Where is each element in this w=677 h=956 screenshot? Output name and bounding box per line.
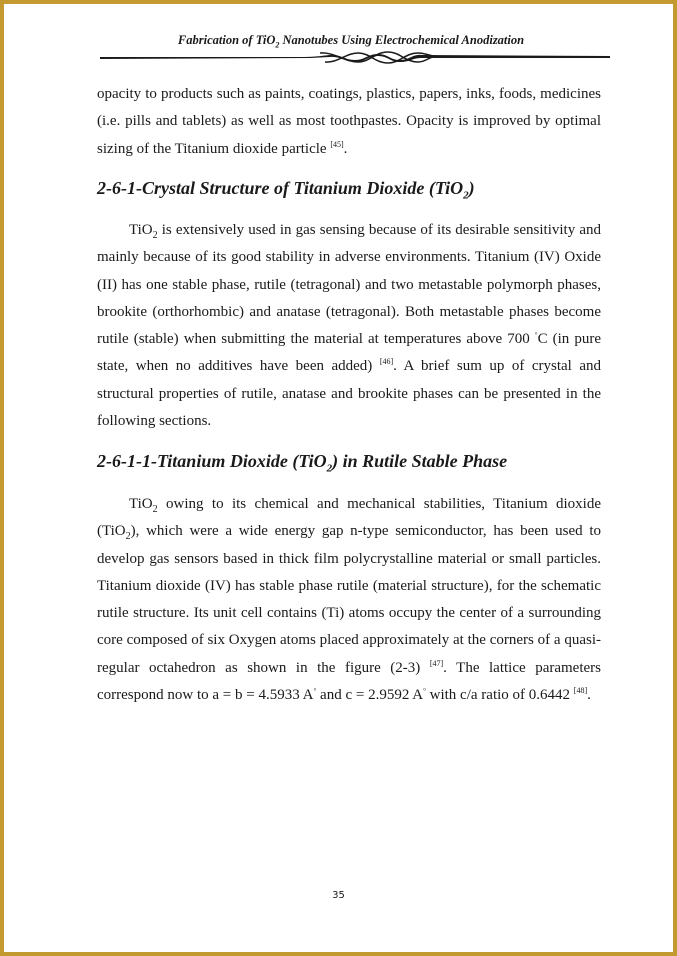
para3-text-3: ), which were a wide energy gap n-type semiconductor, has been used to develop gas sensors based in thick film polycrystalline material or small particles. Titanium dioxide (IV) has stable phase rutile (material structure), for the schematic rutile structure. Its unit cell contains (Ti) atoms occupy the center of a surrounding core composed of six Oxygen atoms placed approximately at the corners of a quasi-regular octahedron as shown in the figure (2-3) — [97, 523, 601, 676]
heading-rutile-text: 2-6-1-1-Titanium Dioxide (TiO — [97, 451, 327, 471]
heading-crystal-end: ) — [468, 178, 475, 198]
running-header — [96, 33, 606, 50]
para3-subscript-2: 2 — [125, 531, 131, 543]
para3-text-4: . The lattice parameters correspond now to a = b = 4.5933 A — [97, 659, 601, 704]
para3-text-7: . — [587, 687, 591, 704]
para2-degree-symbol: ° — [534, 331, 538, 340]
para2-text-1: TiO — [129, 222, 153, 238]
para3-text-6: with c/a ratio of 0.6442 — [425, 687, 574, 704]
paragraph-opacity-end: . — [343, 140, 348, 157]
para2-text-2: is extensively used in gas sensing because of its desirable sensitivity and mainly because of its good stability in adverse environments. Titanium (IV) Oxide (II) has one stable phase, rutile (tetragonal) and two metastable polymorph phases, brookite (orthorhombic) and anatase (tetragonal). Both metastable phases become rutile (stable) when submitting the material at temperatures above 700 — [97, 222, 601, 348]
header-title-subscript: 2 — [275, 40, 280, 50]
heading-rutile-subscript: 2 — [326, 462, 333, 475]
citation-47: [47] — [429, 658, 444, 668]
para2-text-4: . A brief sum up of crystal and structural properties of rutile, anatase and brookite phases can be presented in the following sections. — [97, 358, 602, 430]
heading-crystal-text: 2-6-1-Crystal Structure of Titanium Dioxide (TiO — [97, 178, 464, 198]
header-title-part2: Nanotubes Using Electrochemical Anodization — [279, 33, 525, 47]
paragraph-rutile-phase — [97, 491, 601, 709]
para3-degree-symbol-2: ° — [423, 687, 426, 696]
paragraph-opacity-text: opacity to products such as paints, coatings, plastics, papers, inks, foods, medicines (i.e. pills and tablets) as well as most toothpastes. Opacity is improved by optimal sizing of the Titanium dioxide particle — [97, 86, 601, 157]
para3-text-1: TiO — [129, 496, 153, 512]
citation-45: [45] — [330, 139, 344, 149]
para3-text-5: and c = 2.9592 A — [316, 687, 424, 704]
header-divider-ornament — [100, 50, 610, 66]
citation-46: [46] — [379, 357, 394, 367]
header-title-part1: Fabrication of TiO — [177, 33, 276, 47]
section-heading-rutile-phase — [97, 451, 507, 475]
section-heading-crystal-structure — [97, 178, 475, 202]
para3-subscript-1: 2 — [152, 504, 158, 515]
paragraph-crystal-structure — [97, 217, 601, 435]
para2-subscript: 2 — [152, 230, 158, 241]
heading-rutile-end: ) in Rutile Stable Phase — [332, 451, 508, 471]
para3-text-2: owing to its chemical and mechanical stabilities, Titanium dioxide (TiO — [97, 496, 601, 540]
para3-degree-symbol-1: ° — [313, 687, 317, 696]
page-number: 35 — [332, 890, 345, 901]
citation-48: [48] — [573, 686, 588, 696]
heading-crystal-subscript: 2 — [463, 189, 469, 202]
paragraph-opacity — [97, 81, 601, 163]
para2-text-3: C (in pure state, when no additives have been added) — [97, 331, 601, 375]
